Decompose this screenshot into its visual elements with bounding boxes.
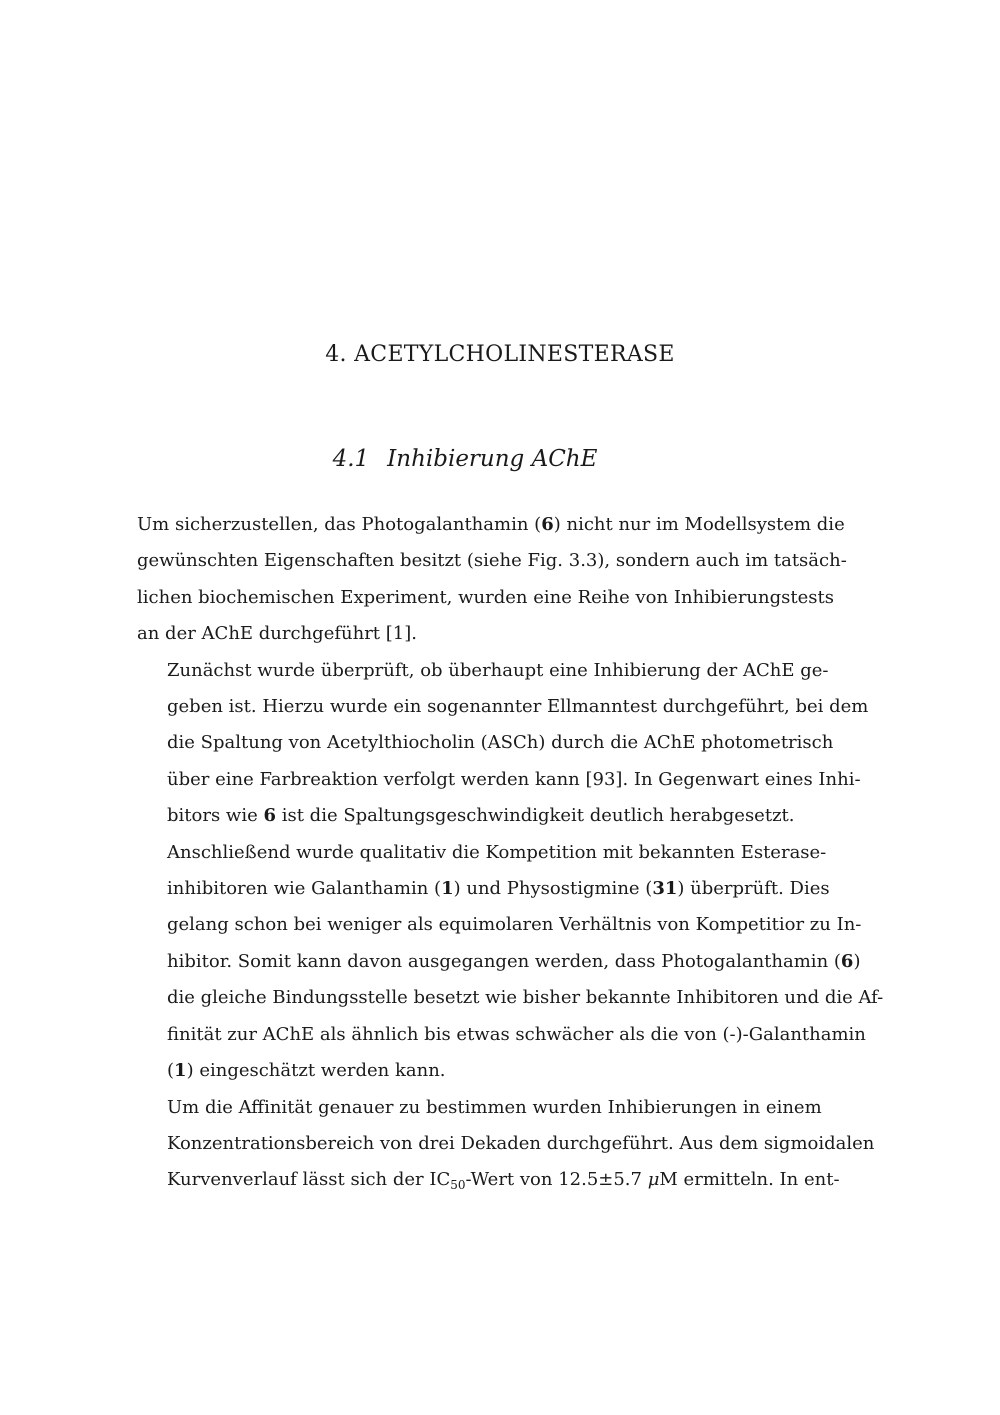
paragraph-line: finität zur AChE als ähnlich bis etwas schwächer als die von (-)-Galanthamin	[167, 1023, 866, 1045]
chapter-title: 4. ACETYLCHOLINESTERASE	[325, 342, 675, 367]
paragraph-line: Zunächst wurde überprüft, ob überhaupt eine Inhibierung der AChE ge-	[167, 659, 829, 681]
mu-symbol: μ	[647, 1169, 660, 1191]
paragraph-line: die gleiche Bindungsstelle besetzt wie bisher bekannte Inhibitoren und die Af-	[167, 987, 884, 1009]
paragraph-line: über eine Farbreaktion verfolgt werden kann [93]. In Gegenwart eines Inhi-	[167, 768, 861, 790]
paragraph-line: an der AChE durchgeführt [1].	[137, 623, 417, 645]
paragraph-line: bitors wie 6 ist die Spaltungsgeschwindigkeit deutlich herabgesetzt.	[167, 805, 795, 827]
paragraph-line: Konzentrationsbereich von drei Dekaden durchgeführt. Aus dem sigmoidalen	[167, 1132, 875, 1154]
paragraph	[137, 1090, 875, 1199]
paragraph-line: Um die Affinität genauer zu bestimmen wurden Inhibierungen in einem	[167, 1096, 822, 1118]
paragraph	[137, 653, 869, 835]
paragraph-line: gewünschten Eigenschaften besitzt (siehe Fig. 3.3), sondern auch im tatsäch-	[137, 550, 847, 572]
body-text	[137, 507, 884, 1199]
section-heading: Inhibierung AChE	[387, 446, 598, 472]
paragraph-line: inhibitoren wie Galanthamin (1) und Physostigmine (31) überprüft. Dies	[167, 878, 830, 900]
paragraph-line: die Spaltung von Acetylthiocholin (ASCh) durch die AChE photometrisch	[167, 732, 834, 754]
paragraph-line: lichen biochemischen Experiment, wurden eine Reihe von Inhibierungstests	[137, 586, 834, 608]
section-number: 4.1	[332, 446, 370, 472]
paragraph-line: hibitor. Somit kann davon ausgegangen werden, dass Photogalanthamin (6)	[167, 950, 861, 972]
paragraph	[137, 835, 884, 1090]
paragraph-line: geben ist. Hierzu wurde ein sogenannter Ellmanntest durchgeführt, bei dem	[167, 696, 869, 718]
paragraph-line: Kurvenverlauf lässt sich der $IC_{50}$-Wert von 12.5±5.7 μM ermitteln. In ent-	[167, 1169, 840, 1193]
paragraph-line: Um sicherzustellen, das Photogalanthamin (6) nicht nur im Modellsystem die	[137, 514, 845, 535]
paragraph-line: Anschließend wurde qualitativ die Kompetition mit bekannten Esterase-	[167, 841, 827, 863]
paragraph	[137, 507, 847, 653]
section-title	[0, 446, 930, 472]
paragraph-line: gelang schon bei weniger als equimolaren Verhältnis von Kompetitior zu In-	[167, 914, 862, 936]
paragraph-line: (1) eingeschätzt werden kann.	[167, 1060, 446, 1082]
subscript: 50	[450, 1178, 466, 1193]
